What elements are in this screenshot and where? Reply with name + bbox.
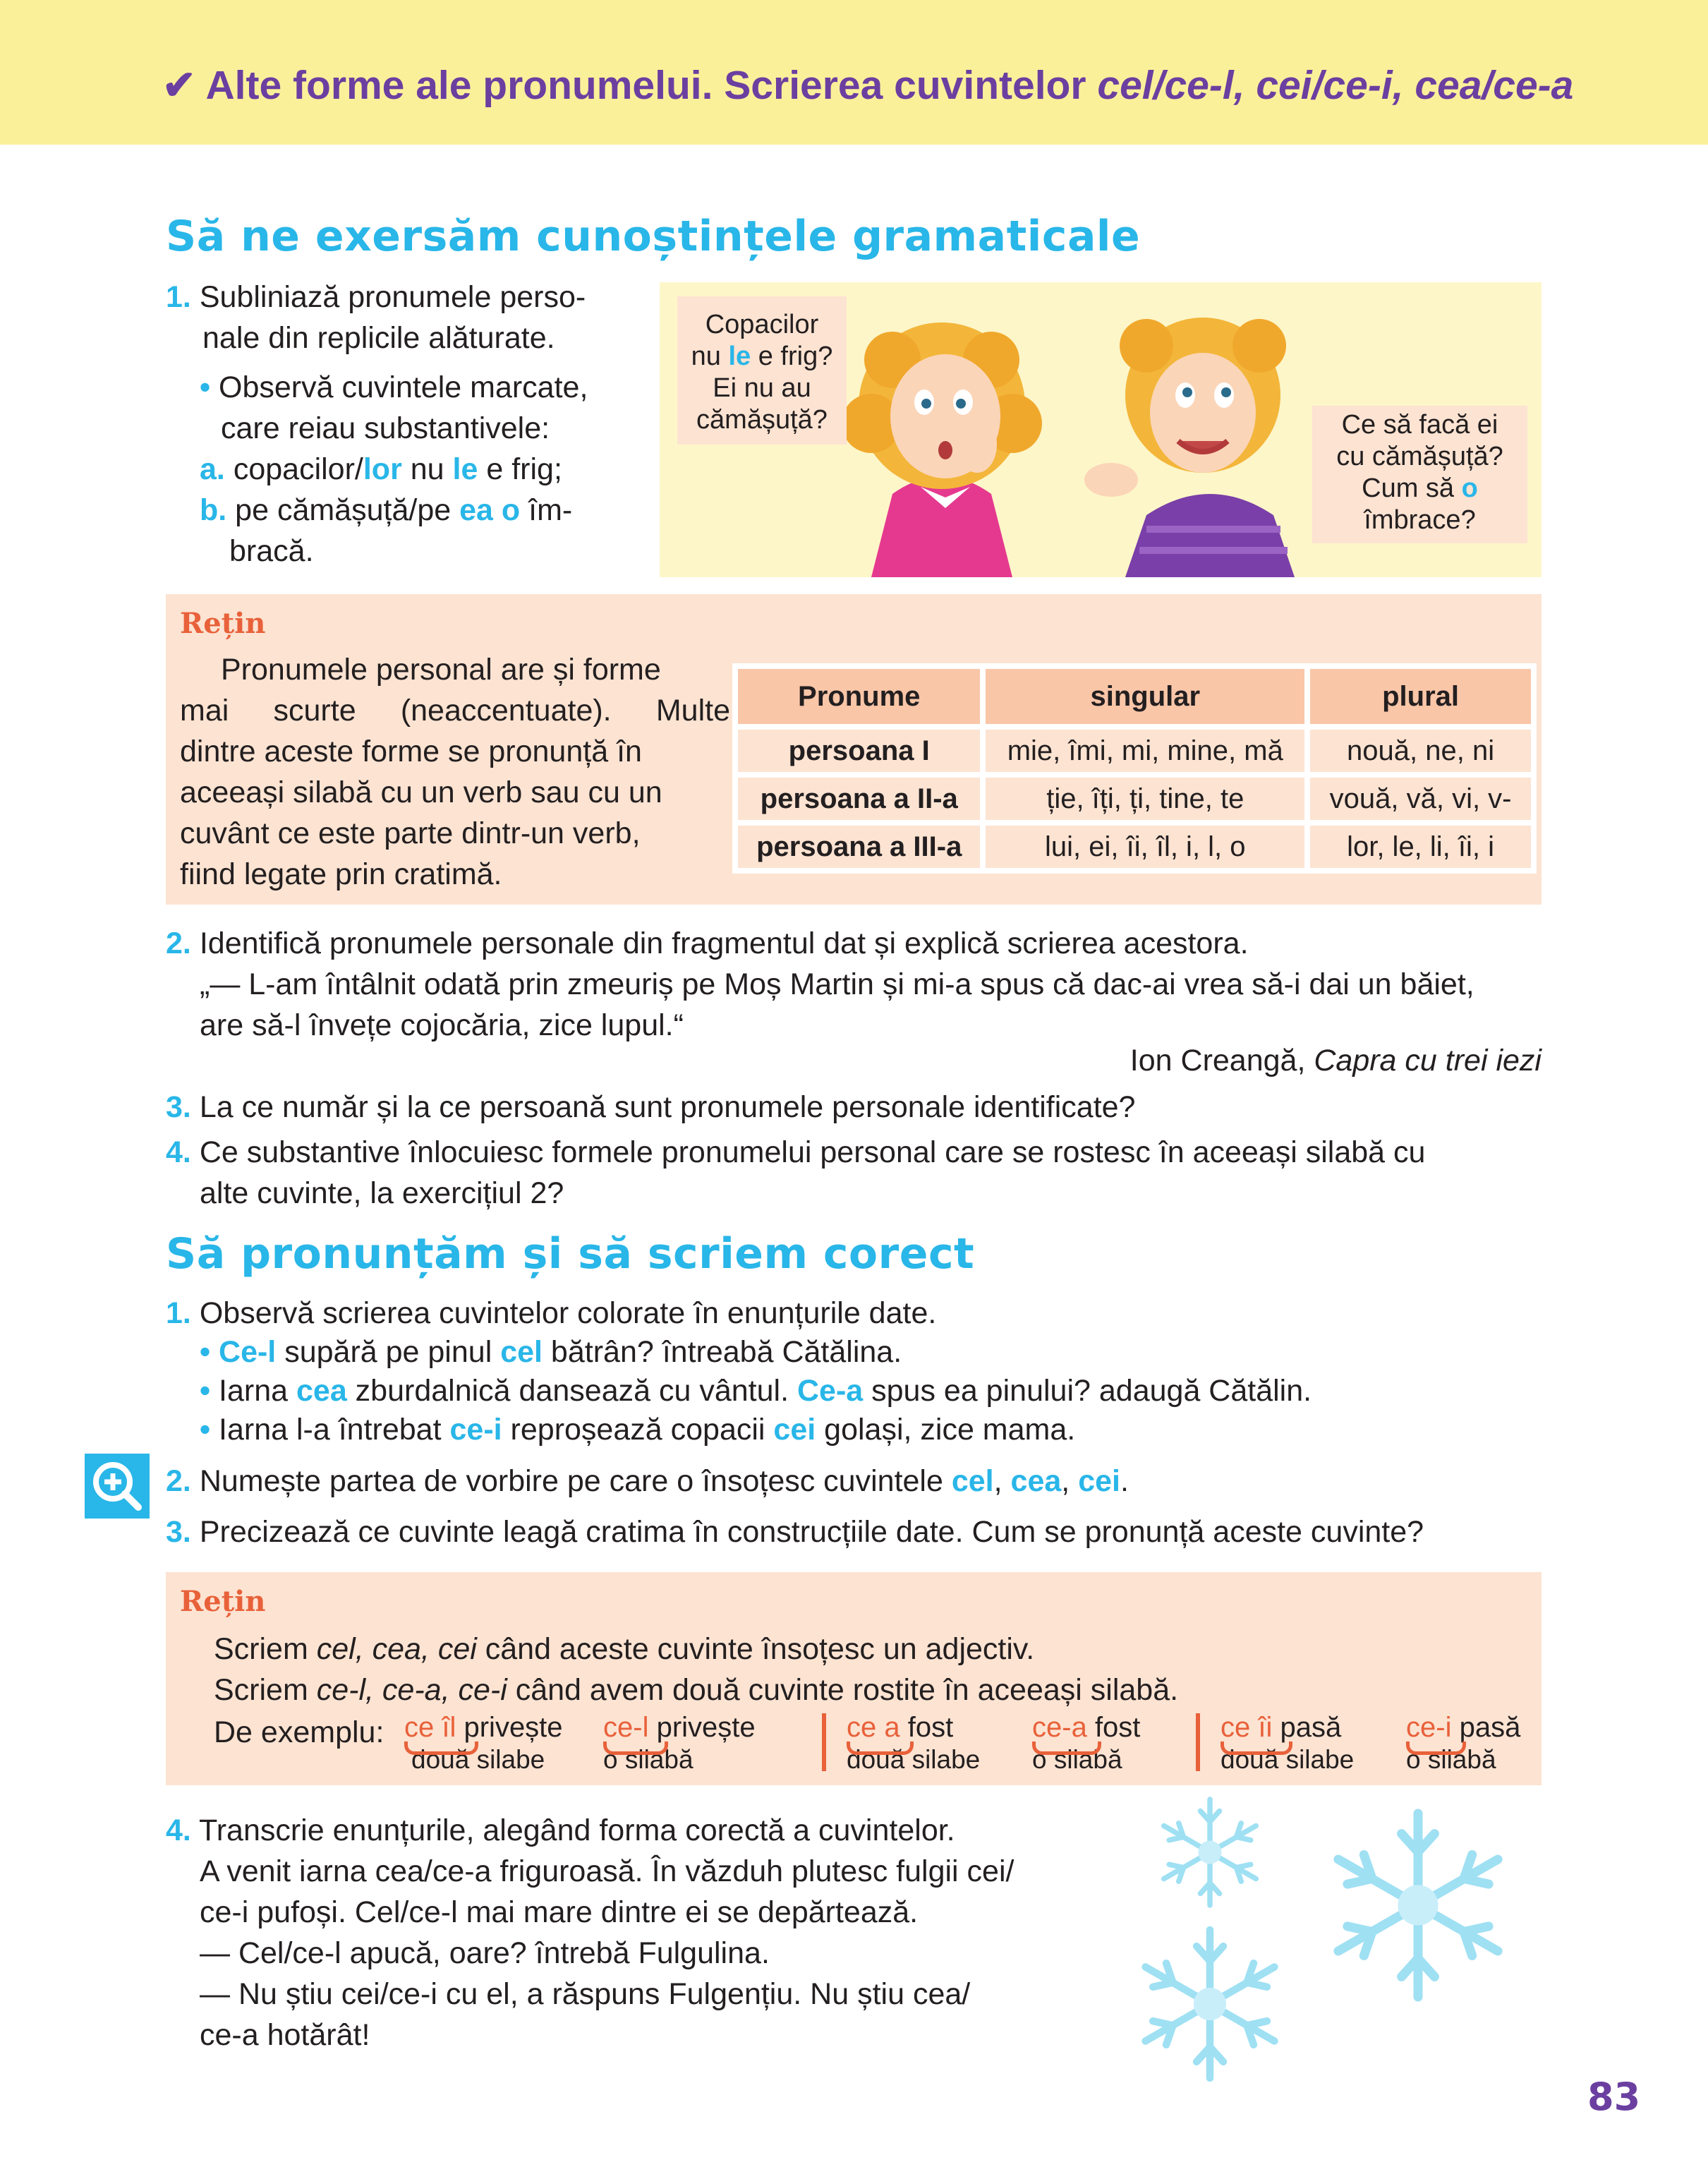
- syllable-brace: [1032, 1742, 1101, 1755]
- exercise-1: 1. Subliniază pronumele perso- nale din replicile alăturate. • Observă cuvintele marcate, care reiau substantivele: a. copacilor/lor nu le e frig; b. pe cămășuță/pe ea o îm- bracă.: [166, 280, 588, 568]
- girl-figure: [842, 322, 1042, 577]
- table-cell: ție, îți, ți, tine, te: [986, 778, 1304, 820]
- exercise-2: 2. Identifică pronumele personale din fragmentul dat și explică scrierea acestora. „— L-am întâlnit odată prin zmeuriș pe Moș Martin și mi-a spus că dac-ai vrea să-i dai un băiet, are să-l învețe cojocăria, zice lupul.“: [166, 926, 1474, 1042]
- example-item: ce îl privește două silabe: [404, 1712, 563, 1774]
- chapter-title: ✔ Alte forme ale pronumelui. Scrierea cuvintelor cel/ce-l, cei/ce-i, cea/ce-a: [162, 63, 1574, 108]
- s2-exercise-2: 2. Numește partea de vorbire pe care o însoțesc cuvintele cel, cea, cei.: [166, 1464, 1129, 1498]
- table-row: [738, 826, 1531, 868]
- example-item: ce-a fost o silabă: [1032, 1712, 1141, 1774]
- zoom-in-icon[interactable]: [85, 1454, 150, 1519]
- retin-rule-1: Scriem cel, cea, cei când aceste cuvinte însoțesc un adjectiv.: [214, 1632, 1035, 1666]
- check-icon: ✔: [162, 63, 196, 108]
- page-number: 83: [1587, 2075, 1641, 2119]
- table-cell: lor, le, li, îi, i: [1310, 826, 1531, 868]
- syllable-brace: [847, 1742, 914, 1755]
- table-header: Pronume: [738, 669, 980, 724]
- section-title-pronunciation: Să pronunțăm și să scriem corect: [166, 1229, 975, 1279]
- table-cell: persoana a II-a: [738, 778, 980, 820]
- exercise-4: 4. Ce substantive înlocuiesc formele pronumelui personal care se rostesc în aceeași silabă cu alte cuvinte, la exercițiul 2?: [166, 1135, 1426, 1210]
- divider: [1196, 1713, 1200, 1771]
- example-item: ce-i pasă o silabă: [1406, 1712, 1521, 1774]
- snowflake-icon: [1108, 1785, 1559, 2082]
- citation: Ion Creangă, Capra cu trei iezi: [1129, 1044, 1542, 1078]
- syllable-brace: [603, 1742, 668, 1755]
- pronoun-table: [732, 663, 1537, 874]
- section-title-grammar: Să ne exersăm cunoștințele gramaticale: [166, 212, 1141, 261]
- table-row: [738, 730, 1531, 772]
- example-label: De exemplu:: [214, 1715, 384, 1749]
- table-cell: lui, ei, îi, îl, i, l, o: [986, 826, 1304, 868]
- speech-bubble-left: Copacilor nu le e frig? Ei nu au cămășuță?: [677, 296, 847, 445]
- retin-box-spelling: [166, 1572, 1542, 1785]
- s2-exercise-4: 4. Transcrie enunțurile, alegând forma corectă a cuvintelor. A venit iarna cea/ce-a friguroasă. În văzduh plutesc fulgii cei/ ce-i pufoși. Cel/ce-l mai mare dintre ei se depărtează. — Cel/ce-l apucă, oare? întrebă Fulgulina. — Nu știu cei/ce-i cu el, a răspuns Fulgențiu. Nu știu cea/ ce-a hotărât!: [166, 1813, 1014, 2052]
- retin-title: Rețin: [180, 1585, 266, 1618]
- boy-figure: [1084, 318, 1295, 577]
- example-item: ce a fost două silabe: [847, 1712, 981, 1774]
- retin-text: Pronumele personal are și forme mai scurte (neaccentuate). Multe dintre aceste forme se pronunță în aceeași silabă cu un verb sau cu un cuvânt ce este parte dintr-un verb, fiind legate prin cratimă.: [180, 653, 730, 891]
- speech-bubble-right: Ce să facă ei cu cămășuță? Cum să o îmbrace?: [1312, 406, 1527, 543]
- table-header-row: [738, 669, 1531, 724]
- table-header: plural: [1310, 669, 1531, 724]
- example-item: ce îi pasă două silabe: [1221, 1712, 1355, 1774]
- table-header: singular: [986, 669, 1304, 724]
- table-cell: persoana a III-a: [738, 826, 980, 868]
- s2-exercise-3: 3. Precizează ce cuvinte leagă cratima în construcțiile date. Cum se pronunță aceste cuvinte?: [166, 1515, 1424, 1549]
- retin-box-pronouns: [166, 594, 1542, 905]
- example-item: ce-l privește o silabă: [603, 1712, 756, 1774]
- table-cell: persoana I: [738, 730, 980, 772]
- exercise-3: 3. La ce număr și la ce persoană sunt pronumele personale identificate?: [166, 1090, 1136, 1124]
- s2-exercise-1: 1. Observă scrierea cuvintelor colorate în enunțurile date. • Ce-l supără pe pinul cel bătrân? întreabă Cătălina. • Iarna cea zburdalnică dansează cu vântul. Ce-a spus ea pinului? adaugă Cătălin. • Iarna l-a întrebat ce-i reproșează copacii cei golași, zice mama.: [166, 1296, 1312, 1447]
- syllable-brace: [1221, 1742, 1292, 1755]
- syllable-brace: [404, 1742, 478, 1755]
- retin-title: Rețin: [180, 607, 266, 640]
- table-cell: vouă, vă, vi, v-: [1310, 778, 1531, 820]
- table-row: [738, 778, 1531, 820]
- syllable-brace: [1406, 1742, 1466, 1755]
- retin-rule-2: Scriem ce-l, ce-a, ce-i când avem două cuvinte rostite în aceeași silabă.: [214, 1673, 1179, 1707]
- table-cell: nouă, ne, ni: [1310, 730, 1531, 772]
- table-cell: mie, îmi, mi, mine, mă: [986, 730, 1304, 772]
- divider: [822, 1713, 826, 1771]
